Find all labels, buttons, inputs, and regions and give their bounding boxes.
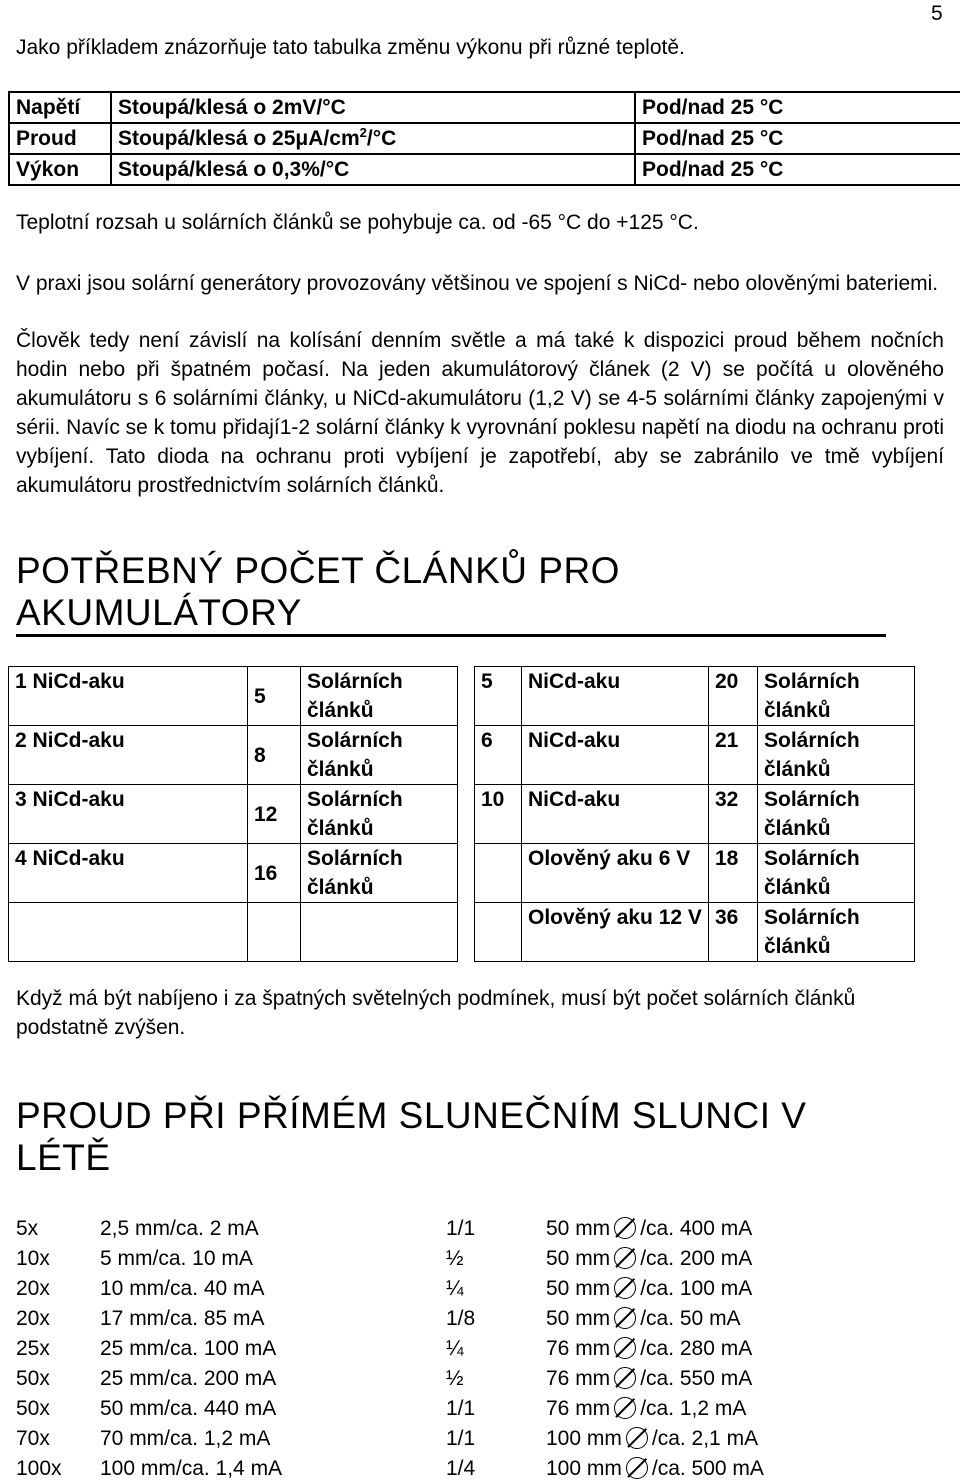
- diameter-value: 76 mm: [546, 1337, 611, 1360]
- diameter-value: 76 mm: [546, 1367, 611, 1390]
- table-cell: 3 NiCd-aku: [9, 785, 248, 844]
- table-cell: Solárních článků: [758, 667, 915, 726]
- current-value: /ca. 200 mA: [640, 1247, 753, 1270]
- table-gap: [458, 903, 475, 962]
- table-row: [9, 726, 915, 785]
- table-cell: 18: [709, 844, 758, 903]
- paragraph: Když má být nabíjeno i za špatných světelných podmínek, musí být počet solárních článků podstatně zvýšen.: [16, 987, 856, 1039]
- table-cell: Pod/nad 25 °C: [635, 92, 960, 123]
- table-cell: [546, 1364, 764, 1394]
- table-cell: [9, 903, 248, 962]
- mu-symbol: μ: [295, 127, 309, 150]
- table-cell: ½: [446, 1247, 464, 1270]
- table-cell: 10 mm/ca. 40 mA: [100, 1277, 265, 1300]
- cell-text: A/cm: [308, 127, 360, 150]
- table-cell: NiCd-aku: [522, 726, 709, 785]
- table-cell: 25 mm/ca. 200 mA: [100, 1367, 277, 1390]
- table-cell: 21: [709, 726, 758, 785]
- section-heading: POTŘEBNÝ POČET ČLÁNKŮ PRO AKUMULÁTORY: [16, 550, 620, 633]
- table-cell: 36: [709, 903, 758, 962]
- table-cell: 50x: [16, 1397, 50, 1420]
- diameter-icon: [614, 1217, 636, 1239]
- table-cell: Solárních článků: [301, 844, 458, 903]
- table-cell: Výkon: [9, 154, 111, 185]
- current-table: [16, 1214, 764, 1484]
- table-cell: 20x: [16, 1307, 50, 1330]
- current-value: /ca. 280 mA: [640, 1337, 753, 1360]
- table-cell: 5 mm/ca. 10 mA: [100, 1247, 253, 1270]
- table-cell: 2,5 mm/ca. 2 mA: [100, 1217, 259, 1240]
- table-cell: 50x: [16, 1367, 50, 1390]
- table-cell: [111, 123, 635, 154]
- table-cell: ¼: [446, 1277, 464, 1300]
- table-cell: [546, 1424, 764, 1454]
- table-cell: 5x: [16, 1217, 39, 1240]
- table-row: [9, 123, 960, 154]
- table-cell: 1/4: [446, 1457, 476, 1480]
- table-cell: Napětí: [9, 92, 111, 123]
- diameter-icon: [614, 1337, 636, 1359]
- table-row: [9, 92, 960, 123]
- table-cell: Solárních článků: [758, 844, 915, 903]
- diameter-value: 50 mm: [546, 1307, 611, 1330]
- table-cell: ¼: [446, 1337, 464, 1360]
- table-row: [16, 1304, 764, 1334]
- diameter-icon: [626, 1427, 648, 1449]
- intro-text: Jako příkladem znázorňuje tato tabulka změnu výkonu při různé teplotě.: [16, 36, 685, 59]
- current-value: /ca. 550 mA: [640, 1367, 753, 1390]
- table-row: [16, 1424, 764, 1454]
- table-cell: Pod/nad 25 °C: [635, 154, 960, 185]
- diameter-value: 100 mm: [546, 1427, 622, 1450]
- table-cell: 1/1: [446, 1427, 476, 1450]
- table-row: [16, 1394, 764, 1424]
- table-cell: 100 mm/ca. 1,4 mA: [100, 1457, 283, 1480]
- page-number: 5: [931, 2, 943, 25]
- table-row: [9, 844, 915, 903]
- table-cell: 100x: [16, 1457, 62, 1480]
- table-cell: Stoupá/klesá o 0,3%/°C: [111, 154, 635, 185]
- table-gap: [458, 844, 475, 903]
- table-row: [9, 154, 960, 185]
- table-gap: [458, 785, 475, 844]
- diameter-icon: [614, 1367, 636, 1389]
- table-cell: 1/1: [446, 1397, 476, 1420]
- table-cell: 6: [475, 726, 522, 785]
- table-cell: 1/8: [446, 1307, 476, 1330]
- table-cell: 1 NiCd-aku: [9, 667, 248, 726]
- table-cell: 10x: [16, 1247, 50, 1270]
- paragraph: V praxi jsou solární generátory provozovány většinou ve spojení s NiCd- nebo olověnými bateriemi.: [16, 272, 939, 295]
- table-cell: Solárních článků: [758, 726, 915, 785]
- diameter-icon: [614, 1397, 636, 1419]
- table-cell: [546, 1454, 764, 1484]
- table-cell: [301, 903, 458, 962]
- table-cell: Proud: [9, 123, 111, 154]
- table-cell: [546, 1304, 764, 1334]
- diameter-icon: [626, 1457, 648, 1479]
- table-cell: Olověný aku 6 V: [522, 844, 709, 903]
- diameter-icon: [614, 1247, 636, 1269]
- table-cell: 5: [248, 667, 301, 726]
- diameter-icon: [614, 1277, 636, 1299]
- table-gap: [458, 667, 475, 726]
- diameter-value: 76 mm: [546, 1397, 611, 1420]
- table-row: [16, 1364, 764, 1394]
- current-value: /ca. 100 mA: [640, 1277, 753, 1300]
- table-gap: [458, 726, 475, 785]
- table-cell: 4 NiCd-aku: [9, 844, 248, 903]
- table-cell: 20: [709, 667, 758, 726]
- table-cell: 16: [248, 844, 301, 903]
- table-row: [9, 785, 915, 844]
- table-row: [16, 1454, 764, 1484]
- heading-rule: [16, 634, 886, 637]
- table-cell: [475, 844, 522, 903]
- current-value: /ca. 50 mA: [640, 1307, 741, 1330]
- table-cell: 5: [475, 667, 522, 726]
- table-cell: NiCd-aku: [522, 785, 709, 844]
- table-cell: [546, 1244, 764, 1274]
- table-cell: 32: [709, 785, 758, 844]
- table-cell: Solárních článků: [301, 726, 458, 785]
- table-row: [9, 903, 915, 962]
- temperature-range-note: Teplotní rozsah u solárních článků se pohybuje ca. od -65 °C do +125 °C.: [16, 211, 699, 234]
- superscript: 2: [359, 125, 367, 140]
- paragraph: Člověk tedy není závislí na kolísání denním světle a má také k dispozici proud během nočních hodin nebo při špatném počasí. Na jeden akumulátorový článek (2 V) se počítá u olověného akumulátoru s 6 solárními články, u NiCd-akumulátoru (1,2 V) se 4-5 solárními články zapojenými v sérii. Navíc se k tomu přidají1-2 solární články k vyrovnání poklesu napětí na diodu na ochranu proti vybíjení. Tato dioda na ochranu proti vybíjení je zapotřebí, aby se zabránilo ve tmě vybíjení akumulátoru prostřednictvím solárních článků.: [16, 329, 944, 497]
- table-cell: 70 mm/ca. 1,2 mA: [100, 1427, 271, 1450]
- table-cell: Solárních článků: [301, 667, 458, 726]
- current-value: /ca. 400 mA: [640, 1217, 753, 1240]
- table-cell: Solárních článků: [301, 785, 458, 844]
- table-cell: Solárních článků: [758, 903, 915, 962]
- table-cell: [546, 1214, 764, 1244]
- table-cell: Pod/nad 25 °C: [635, 123, 960, 154]
- table-row: [16, 1244, 764, 1274]
- current-value: /ca. 2,1 mA: [651, 1427, 759, 1450]
- table-cell: Solárních článků: [758, 785, 915, 844]
- cell-text: /°C: [366, 127, 397, 150]
- table-cell: [248, 903, 301, 962]
- diameter-value: 100 mm: [546, 1457, 622, 1480]
- table-cell: NiCd-aku: [522, 667, 709, 726]
- cell-text: Stoupá/klesá o 25: [118, 127, 296, 150]
- table-cell: 1/1: [446, 1217, 476, 1240]
- table-row: [16, 1274, 764, 1304]
- current-value: /ca. 500 mA: [651, 1457, 764, 1480]
- table-row: [16, 1334, 764, 1364]
- table-cell: 25 mm/ca. 100 mA: [100, 1337, 277, 1360]
- table-cell: 8: [248, 726, 301, 785]
- table-cell: 17 mm/ca. 85 mA: [100, 1307, 265, 1330]
- table-cell: Olověný aku 12 V: [522, 903, 709, 962]
- diameter-value: 50 mm: [546, 1277, 611, 1300]
- diameter-icon: [614, 1307, 636, 1329]
- table-cell: 10: [475, 785, 522, 844]
- table-cell: 20x: [16, 1277, 50, 1300]
- table-cell: [546, 1334, 764, 1364]
- table-cell: ½: [446, 1367, 464, 1390]
- table-cell: 12: [248, 785, 301, 844]
- cells-count-table: [8, 666, 915, 962]
- current-value: /ca. 1,2 mA: [640, 1397, 747, 1420]
- diameter-value: 50 mm: [546, 1217, 611, 1240]
- table-cell: Stoupá/klesá o 2mV/°C: [111, 92, 635, 123]
- table-cell: 2 NiCd-aku: [9, 726, 248, 785]
- table-row: [9, 667, 915, 726]
- table-row: [16, 1214, 764, 1244]
- table-cell: 50 mm/ca. 440 mA: [100, 1397, 277, 1420]
- temperature-table: [8, 91, 960, 186]
- table-cell: 25x: [16, 1337, 50, 1360]
- table-cell: [546, 1274, 764, 1304]
- table-cell: [546, 1394, 764, 1424]
- table-cell: [475, 903, 522, 962]
- table-cell: 70x: [16, 1427, 50, 1450]
- diameter-value: 50 mm: [546, 1247, 611, 1270]
- section-heading: PROUD PŘI PŘÍMÉM SLUNEČNÍM SLUNCI V LÉTĚ: [16, 1095, 807, 1178]
